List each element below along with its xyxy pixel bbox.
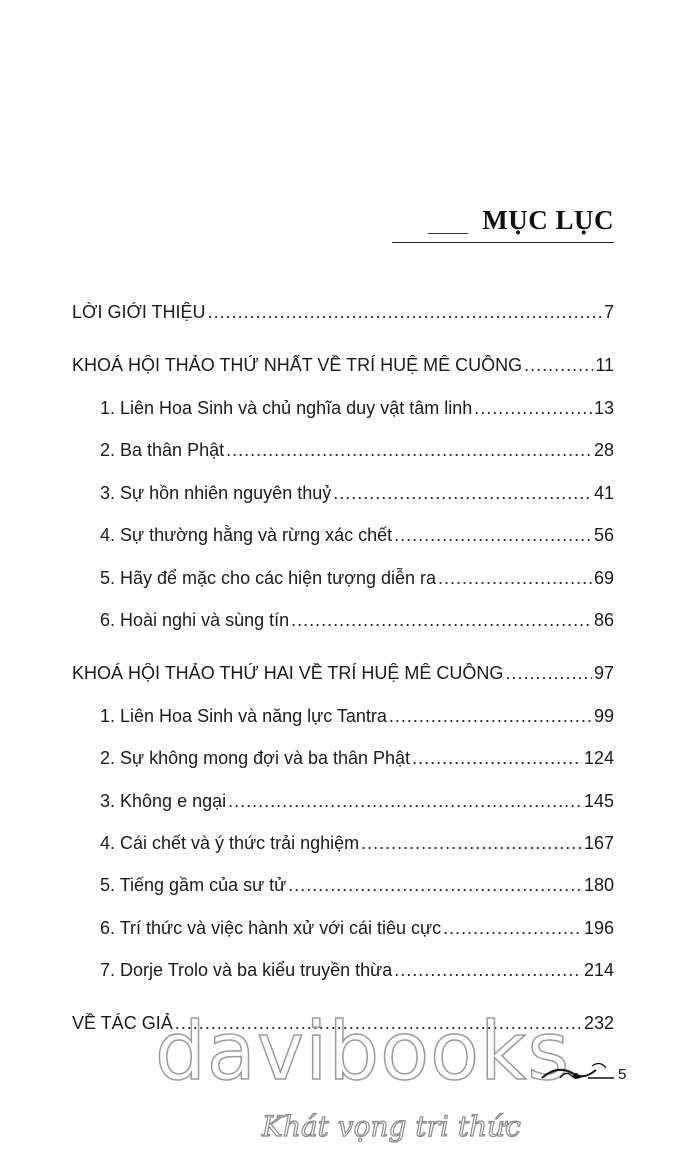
toc-entry-page: 180 — [583, 875, 614, 895]
toc-entry — [100, 960, 614, 986]
toc-entry — [100, 918, 614, 944]
toc-entry-page: 7 — [603, 302, 614, 322]
toc-entry-page: 41 — [593, 483, 614, 503]
page-title: MỤC LỤC — [482, 205, 614, 235]
toc-entry-page: 99 — [593, 706, 614, 726]
toc-leader-dots — [394, 960, 582, 981]
title-underline-accent — [428, 233, 468, 234]
toc-entry-page: 145 — [583, 791, 614, 811]
toc-entry-label: 7. Dorje Trolo và ba kiểu truyền thừa — [100, 960, 393, 980]
toc-entry-label: 4. Cái chết và ý thức trải nghiệm — [100, 833, 360, 853]
toc-leader-dots — [412, 748, 582, 769]
page-number: 5 — [618, 1066, 627, 1083]
toc-entry-label: 6. Trí thức và việc hành xử với cái tiêu cực — [100, 918, 442, 938]
toc-entry-page: 214 — [583, 960, 614, 980]
toc-entry — [100, 706, 614, 732]
toc-leader-dots — [394, 525, 592, 546]
toc-entry-page: 11 — [595, 355, 614, 375]
toc-entry-page: 13 — [593, 398, 614, 418]
toc-entry-page: 232 — [583, 1013, 614, 1033]
toc-leader-dots — [505, 663, 592, 684]
toc-entry-page: 167 — [583, 833, 614, 853]
toc-entry-page: 28 — [593, 440, 614, 460]
toc-entry-label: KHOÁ HỘI THẢO THỨ HAI VỀ TRÍ HUỆ MÊ CUỒNG — [72, 663, 504, 683]
toc-entry-page: 196 — [583, 918, 614, 938]
toc-entry — [100, 483, 614, 509]
title-block — [392, 205, 614, 243]
toc-entry-seminar-2 — [72, 663, 614, 689]
toc-entry-page: 69 — [593, 568, 614, 588]
toc-leader-dots — [288, 875, 582, 896]
toc-entry-label: KHOÁ HỘI THẢO THỨ NHẤT VỀ TRÍ HUỆ MÊ CUỒNG — [72, 355, 523, 375]
toc-entry-label: VỀ TÁC GIẢ — [72, 1013, 173, 1033]
toc-leader-dots — [291, 610, 592, 631]
toc-entry — [100, 748, 614, 774]
toc-entry-page: 124 — [583, 748, 614, 768]
toc-entry — [100, 791, 614, 817]
watermark-slogan: Khát vọng tri thức — [262, 1110, 521, 1143]
toc-leader-dots — [361, 833, 582, 854]
toc-entry-label: 5. Tiếng gầm của sư tử — [100, 875, 287, 895]
toc-entry-label: 3. Sự hồn nhiên nguyên thuỷ — [100, 483, 332, 503]
toc-leader-dots — [228, 791, 582, 812]
toc-entry-label: 5. Hãy để mặc cho các hiện tượng diễn ra — [100, 568, 437, 588]
toc-entry-label: 2. Ba thân Phật — [100, 440, 225, 460]
page-ornament-icon — [540, 1058, 616, 1084]
toc-entry-page: 86 — [593, 610, 614, 630]
toc-entry-label: 1. Liên Hoa Sinh và năng lực Tantra — [100, 706, 387, 726]
toc-leader-dots — [474, 398, 592, 419]
toc-entry — [100, 398, 614, 424]
toc-entry-label: 2. Sự không mong đợi và ba thân Phật — [100, 748, 411, 768]
toc-leader-dots — [389, 706, 592, 727]
toc-entry — [100, 440, 614, 466]
toc-entry-intro — [72, 302, 614, 328]
toc-entry — [100, 610, 614, 636]
watermark-brand: davibooks — [155, 1005, 571, 1098]
toc-leader-dots — [438, 568, 592, 589]
toc-entry-page: 56 — [593, 525, 614, 545]
toc-entry-label: 4. Sự thường hằng và rừng xác chết — [100, 525, 393, 545]
toc-entry-page: 97 — [593, 663, 614, 683]
toc-leader-dots — [208, 302, 602, 323]
toc-entry — [100, 833, 614, 859]
toc-entry-label: 6. Hoài nghi và sùng tín — [100, 610, 290, 630]
toc-entry-label: LỜI GIỚI THIỆU — [72, 302, 206, 322]
toc-leader-dots — [333, 483, 592, 504]
toc-entry-label: 1. Liên Hoa Sinh và chủ nghĩa duy vật tâm linh — [100, 398, 473, 418]
toc-entry-seminar-1 — [72, 355, 614, 381]
toc-entry — [100, 875, 614, 901]
toc-entry-label: 3. Không e ngại — [100, 791, 227, 811]
toc-leader-dots — [443, 918, 582, 939]
toc-leader-dots — [524, 355, 593, 376]
toc-leader-dots — [226, 440, 592, 461]
toc-entry — [100, 568, 614, 594]
title-underline — [392, 242, 614, 243]
toc-entry — [100, 525, 614, 551]
